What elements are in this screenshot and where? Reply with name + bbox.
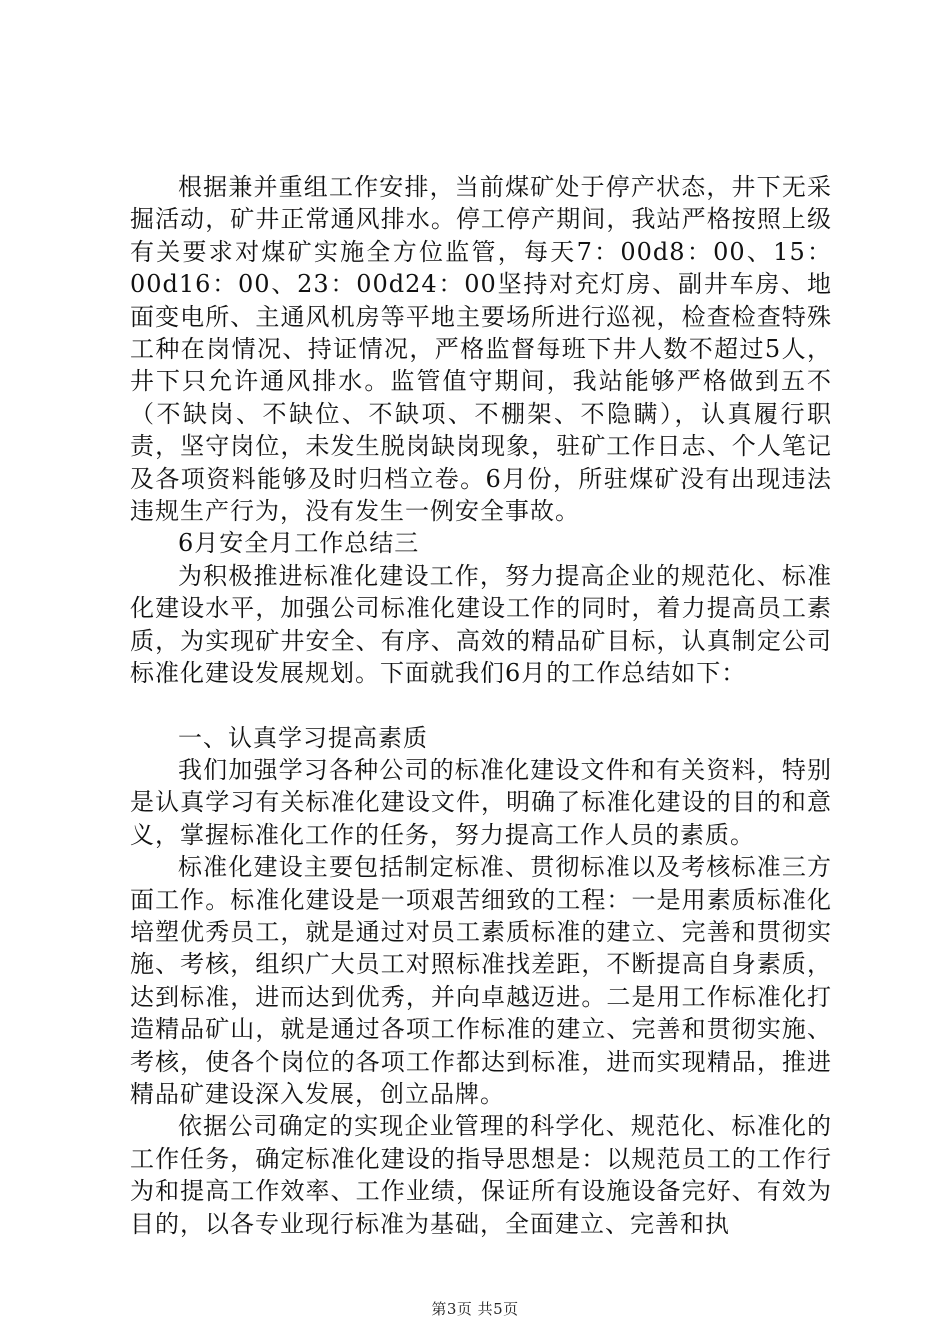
page-number-footer: 第3页 共5页 bbox=[431, 1300, 519, 1318]
paragraph-guiding-idea: 依据公司确定的实现企业管理的科学化、规范化、标准化的工作任务，确定标准化建设的指导思想是：以规范员工的工作行为和提高工作效率、工作业绩，保证所有设施设备完好、有效为目的，以各专业现行标准为基础，全面建立、完善和执 bbox=[130, 1112, 832, 1238]
paragraph-intro: 为积极推进标准化建设工作，努力提高企业的规范化、标准化建设水平，加强公司标准化建设工作的同时，着力提高员工素质，为实现矿井安全、有序、高效的精品矿目标，认真制定公司标准化建设发展规划。下面就我们6月的工作总结如下： bbox=[130, 561, 832, 688]
document-body bbox=[130, 171, 832, 1240]
paragraph-study: 我们加强学习各种公司的标准化建设文件和有关资料，特别是认真学习有关标准化建设文件，明确了标准化建设的目的和意义，掌握标准化工作的任务，努力提高工作人员的素质。 bbox=[130, 755, 832, 849]
paragraph-supervision: 根据兼并重组工作安排，当前煤矿处于停产状态，井下无采掘活动，矿井正常通风排水。停工停产期间，我站严格按照上级有关要求对煤矿实施全方位监管，每天7：00d8：00、15：00d16：00、23：00d24：00坚持对充灯房、副井车房、地面变电所、主通风机房等平地主要场所进行巡视，检查检查特殊工种在岗情况、持证情况，严格监督每班下井人数不超过5人，井下只允许通风排水。监管值守期间，我站能够严格做到五不（不缺岗、不缺位、不缺项、不棚架、不隐瞒），认真履行职责，坚守岗位，未发生脱岗缺岗现象，驻矿工作日志、个人笔记及各项资料能够及时归档立卷。6月份，所驻煤矿没有出现违法违规生产行为，没有发生一例安全事故。 bbox=[130, 173, 832, 526]
section-heading-study: 一、认真学习提高素质 bbox=[178, 723, 428, 752]
paragraph-spacer bbox=[130, 690, 832, 722]
section-title-summary-three: 6月安全月工作总结三 bbox=[178, 529, 420, 558]
paragraph-standardization: 标准化建设主要包括制定标准、贯彻标准以及考核标准三方面工作。标准化建设是一项艰苦细致的工程：一是用素质标准化培塑优秀员工，就是通过对员工素质标准的建立、完善和贯彻实施、考核，组织广大员工对照标准找差距，不断提高自身素质，达到标准，进而达到优秀，并向卓越迈进。二是用工作标准化打造精品矿山，就是通过各项工作标准的建立、完善和贯彻实施、考核，使各个岗位的各项工作都达到标准，进而实现精品，推进精品矿建设深入发展，创立品牌。 bbox=[130, 853, 832, 1108]
